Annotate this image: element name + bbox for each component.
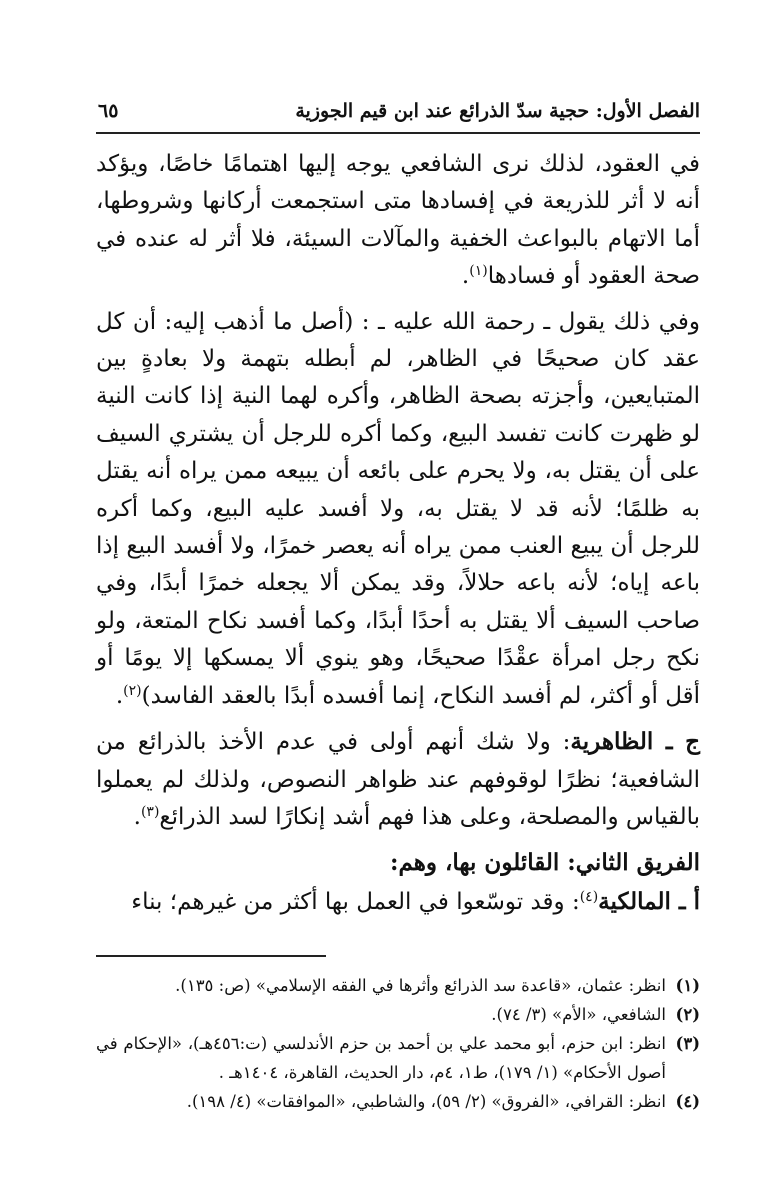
section-heading-zahiriyya: ج ـ الظاهرية — [570, 728, 700, 756]
footnote-ref-1[interactable]: (١) — [469, 263, 488, 280]
running-header — [96, 92, 700, 134]
section-heading-malikiyya: أ ـ المالكية — [598, 887, 700, 915]
main-text — [96, 146, 700, 921]
footnote-3: (٣) انظر: ابن حزم، أبو محمد علي بن أحمد بن حزم الأندلسي (ت:٤٥٦هـ)، «الإحكام في أصول الأحكام» (١/ ١٧٩)، ط١، ٤م، دار الحديث، القاهرة، ١٤٠٤هـ . — [96, 1034, 700, 1083]
paragraph-3-zahiriyya: ج ـ الظاهرية: ولا شك أنهم أولى في عدم الأخذ بالذرائع من الشافعية؛ نظرًا لوقوفهم عند ظواهر النصوص، ولذلك لم يعملوا بالقياس والمصلحة، وعلى هذا فهم أشد إنكارًا لسد الذرائع$^{(٣)}$. — [96, 728, 700, 830]
footnote-separator — [96, 955, 326, 957]
second-group-heading: الفريق الثاني: القائلون بها، وهم: — [389, 849, 700, 877]
paragraph-2-quote: وفي ذلك يقول ـ رحمة الله عليه ـ : (أصل ما أذهب إليه: أن كل عقد كان صحيحًا في الظاهر، لم أبطله بتهمة ولا بعادةٍ بين المتبايعين، وأجزته بصحة الظاهر، وأكره لهما النية إذا كانت النية لو ظهرت كانت تفسد البيع، وكما أكره للرجل أن يشتري السيف على أن يقتل به، ولا يحرم على بائعه أن يبيعه ممن يراه أنه يقتل به ظلمًا؛ لأنه قد لا يقتل به، ولا أفسد عليه البيع، وكما أكره للرجل أن يبيع العنب ممن يراه أنه يعصر خمرًا، ولا أفسد البيع إذا باعه إياه؛ لأنه باعه حلالاً، وقد يمكن ألا يجعله خمرًا أبدًا، وفي صاحب السيف ألا يقتل به أحدًا أبدًا، وكما أفسد نكاح المتعة، ولو نكح رجل امرأة عقْدًا صحيحًا، وهو ينوي ألا يمسكها إلا يومًا أو أقل أو أكثر، لم أفسد النكاح، إنما أفسده أبدًا بالعقد الفاسد)$^{(٢)}$. — [96, 308, 700, 709]
book-page — [96, 92, 700, 1116]
page-number: ٦٥ — [98, 100, 119, 122]
paragraph-1: في العقود، لذلك نرى الشافعي يوجه إليها اهتمامًا خاصًا، ويؤكد أنه لا أثر للذريعة في إفسادها متى استجمعت أركانها وشروطها، أما الاتهام بالبواعث الخفية والمآلات السيئة، فلا أثر له عنده في صحة العقود أو فسادها$^{(١)}$. — [96, 151, 700, 290]
footnote-ref-3[interactable]: (٣) — [140, 803, 160, 820]
footnotes — [96, 971, 700, 1116]
chapter-title: الفصل الأول: حجية سدّ الذرائع عند ابن قيم الجوزية — [295, 100, 700, 122]
footnote-2: (٢) الشافعي، «الأم» (٣/ ٧٤). — [491, 1005, 700, 1025]
footnote-4: (٤) انظر: القرافي، «الفروق» (٢/ ٥٩)، والشاطبي، «الموافقات» (٤/ ١٩٨). — [186, 1092, 700, 1112]
paragraph-5-malikiyya: أ ـ المالكية$^{(٤)}$: وقد توسّعوا في العمل بها أكثر من غيرهم؛ بناء — [131, 887, 700, 915]
footnote-ref-2[interactable]: (٢) — [123, 682, 142, 699]
footnote-1: (١) انظر: عثمان، «قاعدة سد الذرائع وأثرها في الفقه الإسلامي» (ص: ١٣٥). — [175, 976, 700, 996]
footnote-ref-4[interactable]: (٤) — [579, 888, 599, 905]
